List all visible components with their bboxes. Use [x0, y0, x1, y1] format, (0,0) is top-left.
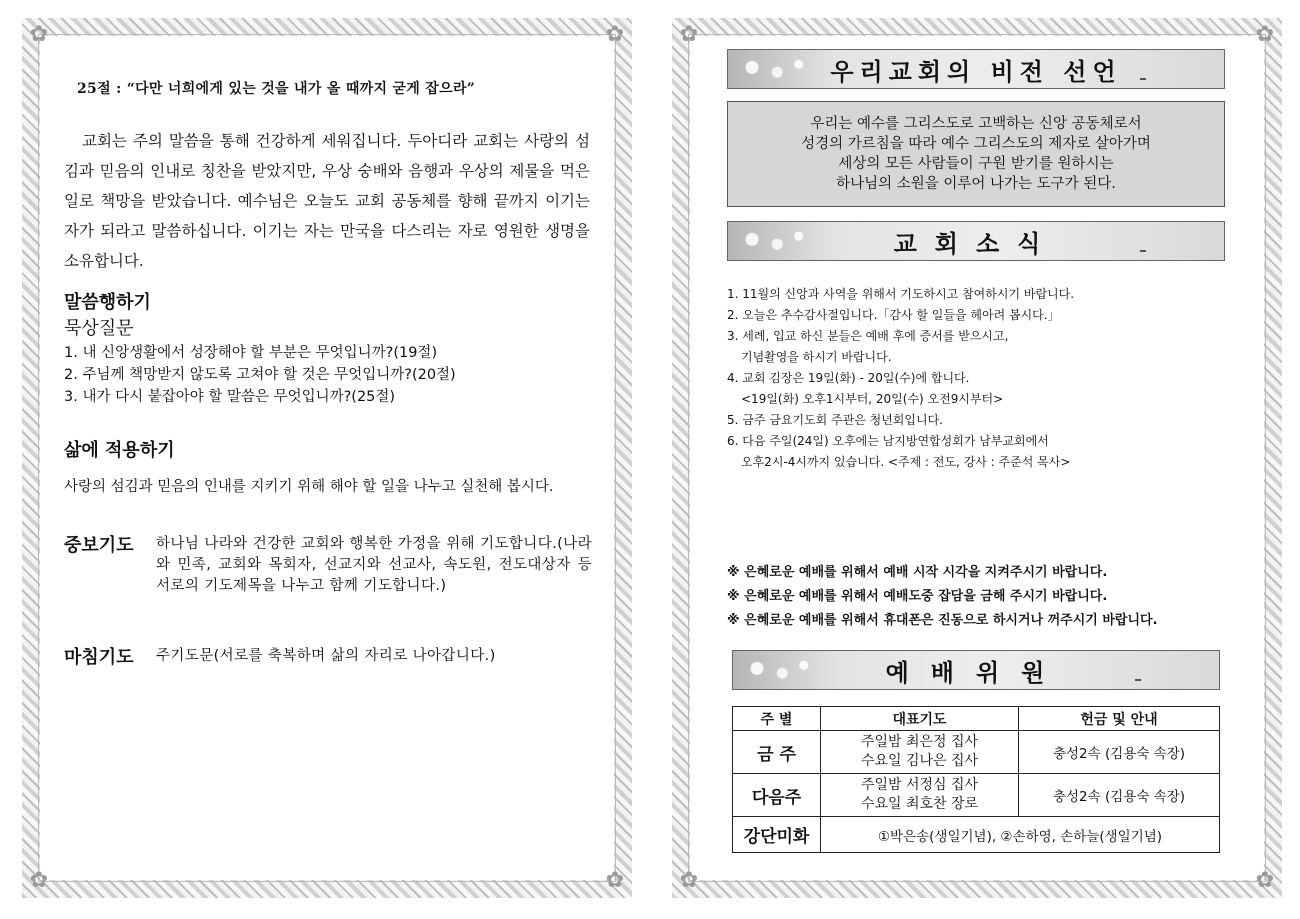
right-page [672, 18, 1282, 898]
question-item: 3. 내가 다시 붙잡아야 할 말씀은 무엇입니까?(25절) [64, 389, 396, 405]
roster-title: 예배위원 [885, 658, 1067, 687]
news-item: 2. 오늘은 추수감사절입니다.「감사 할 일들을 헤아려 봅시다.」 [727, 308, 1060, 322]
flower-ornament-icon: ✿ [679, 868, 699, 893]
this-week-prayer [821, 731, 1019, 774]
prayer-entry: 수요일 최호찬 장로 [860, 796, 979, 812]
vision-line: 우리는 예수를 그리스도로 고백하는 신앙 공동체로서 [810, 116, 1142, 132]
flower-ornament-icon: ✿ [29, 868, 49, 893]
flower-banner-icon [734, 225, 824, 257]
question-item: 2. 주님께 책망받지 않도록 고쳐야 할 것은 무엇입니까?(20절) [64, 367, 456, 383]
notice-item: ※ 은혜로운 예배를 위해서 휴대폰은 진동으로 하시거나 꺼주시기 바랍니다. [727, 613, 1158, 628]
next-week-offering: 충성2속 (김용숙 속장) [1019, 774, 1220, 817]
left-page [22, 18, 632, 898]
closing-prayer-section [64, 646, 592, 670]
closing-prayer-label: 마침기도 [64, 647, 134, 668]
news-item: 오후2시-4시까지 있습니다. <주제 : 전도, 강사 : 주준석 목사> [741, 455, 1071, 469]
notice-item: ※ 은혜로운 예배를 위해서 예배 시작 시각을 지켜주시기 바랍니다. [727, 565, 1108, 580]
table-row [733, 774, 1220, 817]
vision-line: 하나님의 소원을 이루어 나가는 도구가 된다. [836, 176, 1116, 192]
flower-banner-icon [739, 654, 829, 686]
flower-ornament-icon: ✿ [679, 22, 699, 47]
closing-prayer-text: 주기도문(서로를 축복하며 삶의 자리로 나아갑니다.) [156, 648, 496, 664]
next-week-label: 다음주 [733, 774, 821, 817]
news-item: 1. 11월의 신앙과 사역을 위해서 기도하시고 참여하시기 바랍니다. [727, 287, 1075, 301]
prayer-entry: 주일밤 최은정 집사 [860, 734, 979, 750]
news-item: <19일(화) 오후1시부터, 20일(수) 오전9시부터> [741, 392, 1004, 406]
news-banner [727, 221, 1225, 261]
intercession-section [64, 534, 592, 597]
flower-ornament-icon: ✿ [605, 868, 625, 893]
header-prayer: 대표기도 [821, 707, 1019, 731]
banner-dash [1140, 78, 1146, 80]
banner-dash [1135, 679, 1141, 681]
altar-flowers-label: 강단미화 [733, 817, 821, 853]
news-title: 교회소식 [893, 229, 1059, 258]
flower-ornament-icon: ✿ [1255, 868, 1275, 893]
vision-banner [727, 49, 1225, 89]
vision-line: 성경의 가르침을 따라 예수 그리스도의 제자로 살아가며 [801, 136, 1151, 152]
intercession-text: 하나님 나라와 건강한 교회와 행복한 가정을 위해 기도합니다.(나라와 민족, 교회와 목회자, 선교지와 선교사, 속도원, 전도대상자 등 서로의 기도제목을 나누고 함께 기도합니다.) [156, 536, 592, 594]
vision-title: 우리교회의 비전 선언 [830, 57, 1122, 86]
meditation-questions-heading: 묵상질문 [64, 318, 134, 339]
flower-banner-icon [734, 53, 824, 85]
key-verse: 25절 : “다만 너희에게 있는 것을 내가 올 때까지 굳게 잡으라” [77, 81, 476, 97]
news-item: 5. 금주 금요기도회 주관은 청년회입니다. [727, 413, 943, 427]
news-list [727, 284, 1227, 473]
this-week-offering: 충성2속 (김용숙 속장) [1019, 731, 1220, 774]
flower-ornament-icon: ✿ [29, 22, 49, 47]
news-item: 4. 교회 김장은 19일(화) - 20일(수)에 합니다. [727, 371, 970, 385]
intercession-label: 중보기도 [64, 535, 134, 556]
vision-statement [727, 101, 1225, 207]
word-practice-heading: 말씀행하기 [64, 292, 151, 313]
news-item: 기념촬영을 하시기 바랍니다. [741, 350, 892, 364]
header-offering: 헌금 및 안내 [1019, 707, 1220, 731]
table-row [733, 817, 1220, 853]
apply-heading: 삶에 적용하기 [64, 440, 175, 461]
banner-dash [1140, 250, 1146, 252]
intro-paragraph: 교회는 주의 말씀을 통해 건강하게 세워집니다. 두아디라 교회는 사랑의 섬김과 믿음의 인내로 칭찬을 받았지만, 우상 숭배와 음행과 우상의 제물을 먹은 일로 책망을 받았습니다. 예수님은 오늘도 교회 공동체를 향해 끝까지 이기는 자가 되라고 말씀하십니다. 이기는 자는 만국을 다스리는 자로 영원한 생명을 소유합니다. [64, 132, 590, 270]
this-week-label: 금 주 [733, 731, 821, 774]
header-week: 주 별 [733, 707, 821, 731]
table-header-row [733, 707, 1220, 731]
vision-line: 세상의 모든 사람들이 구원 받기를 원하시는 [838, 156, 1114, 172]
next-week-prayer [821, 774, 1019, 817]
prayer-entry: 수요일 김나은 집사 [860, 753, 979, 769]
roster-banner [732, 650, 1220, 690]
worship-notices [727, 561, 1247, 633]
news-item: 3. 세례, 입교 하신 분들은 예배 후에 증서를 받으시고, [727, 329, 1009, 343]
altar-flowers-text: ①박은송(생일기념), ②손하영, 손하늘(생일기념) [821, 817, 1220, 853]
news-item: 6. 다음 주일(24일) 오후에는 남지방연합성회가 남부교회에서 [727, 434, 1049, 448]
apply-text: 사랑의 섬김과 믿음의 인내를 지키기 위해 해야 할 일을 나누고 실천해 봅시다. [64, 479, 554, 495]
flower-ornament-icon: ✿ [605, 22, 625, 47]
notice-item: ※ 은혜로운 예배를 위해서 예배도중 잡담을 금해 주시기 바랍니다. [727, 589, 1108, 604]
question-item: 1. 내 신앙생활에서 성장해야 할 부분은 무엇입니까?(19절) [64, 345, 438, 361]
table-row [733, 731, 1220, 774]
question-list [64, 342, 604, 408]
prayer-entry: 주일밤 서정심 집사 [860, 777, 979, 793]
flower-ornament-icon: ✿ [1255, 22, 1275, 47]
worship-roster-table [732, 706, 1220, 853]
